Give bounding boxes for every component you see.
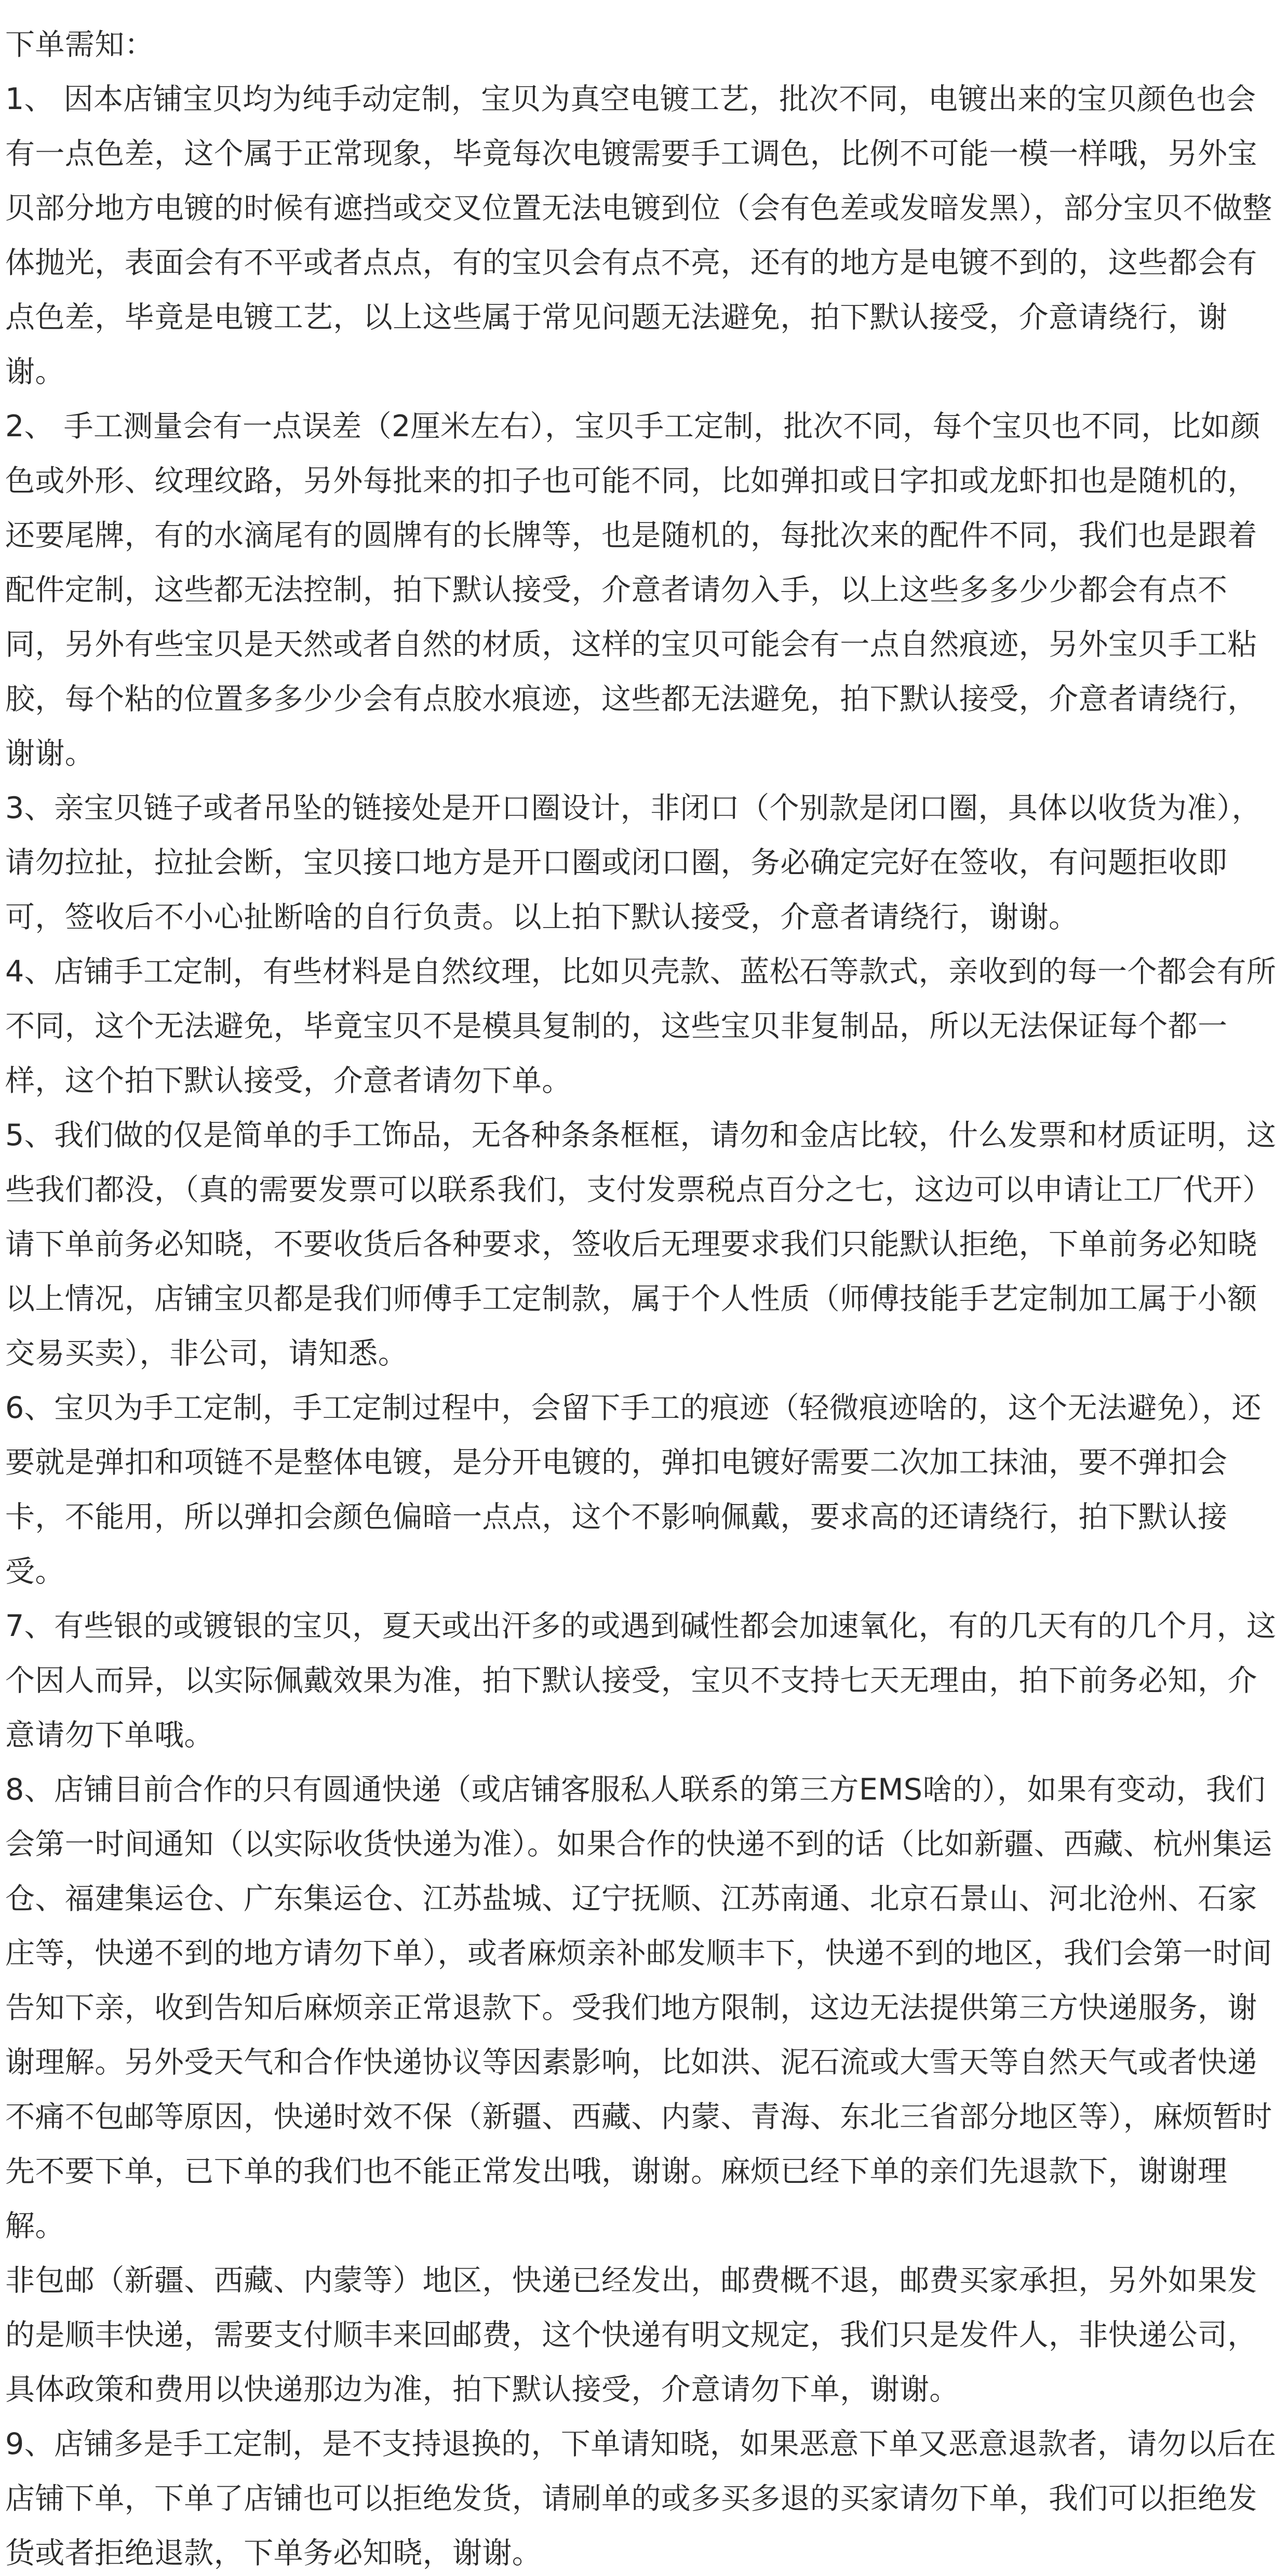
notice-item-2: 2、 手工测量会有一点误差（2厘米左右），宝贝手工定制，批次不同，每个宝贝也不同，比如颜色或外形、纹理纹路，另外每批来的扣子也可能不同，比如弹扣或日字扣或龙虾扣也是随机的，还要尾牌，有的水滴尾有的圆牌有的长牌等，也是随机的，每批次来的配件不同，我们也是跟着配件定制，这些都无法控制，拍下默认接受，介意者请勿入手，以上这些多多少少都会有点不同，另外有些宝贝是天然或者自然的材质，这样的宝贝可能会有一点自然痕迹，另外宝贝手工粘胶，每个粘的位置多多少少会有点胶水痕迹，这些都无法避免，拍下默认接受，介意者请绕行，谢谢。 [5,409,1260,771]
notice-item-4: 4、店铺手工定制，有些材料是自然纹理，比如贝壳款、蓝松石等款式，亲收到的每一个都会有所不同，这个无法避免，毕竟宝贝不是模具复制的，这些宝贝非复制品，所以无法保证每个都一样，这个拍下默认接受，介意者请勿下单。 [5,955,1277,1098]
document-title: 下单需知： [5,28,154,62]
notice-item-8: 8、店铺目前合作的只有圆通快递（或店铺客服私人联系的第三方EMS啥的），如果有变动，我们会第一时间通知（以实际收货快递为准）。如果合作的快递不到的话（比如新疆、西藏、杭州集运仓、福建集运仓、广东集运仓、江苏盐城、辽宁抚顺、江苏南通、北京石景山、河北沧州、石家庄等，快递不到的地方请勿下单），或者麻烦亲补邮发顺丰下，快递不到的地区，我们会第一时间告知下亲，收到告知后麻烦亲正常退款下。受我们地方限制，这边无法提供第三方快递服务，谢谢理解。另外受天气和合作快递协议等因素影响，比如洪、泥石流或大雪天等自然天气或者快递不痛不包邮等原因，快递时效不保（新疆、西藏、内蒙、青海、东北三省部分地区等），麻烦暂时先不要下单，已下单的我们也不能正常发出哦，谢谢。麻烦已经下单的亲们先退款下，谢谢理解。 [5,1773,1272,2243]
notice-item-1: 1、 因本店铺宝贝均为纯手动定制，宝贝为真空电镀工艺，批次不同，电镀出来的宝贝颜色也会有一点色差，这个属于正常现象，毕竟每次电镀需要手工调色，比例不可能一模一样哦，另外宝贝部分地方电镀的时候有遮挡或交叉位置无法电镀到位（会有色差或发暗发黑），部分宝贝不做整体抛光，表面会有不平或者点点，有的宝贝会有点不亮，还有的地方是电镀不到的，这些都会有点色差，毕竟是电镀工艺，以上这些属于常见问题无法避免，拍下默认接受，介意请绕行，谢谢。 [5,82,1272,389]
notice-item-6: 6、宝贝为手工定制，手工定制过程中，会留下手工的痕迹（轻微痕迹啥的，这个无法避免），还要就是弹扣和项链不是整体电镀，是分开电镀的，弹扣电镀好需要二次加工抹油，要不弹扣会卡，不能用，所以弹扣会颜色偏暗一点点，这个不影响佩戴，要求高的还请绕行，拍下默认接受。 [5,1391,1262,1589]
notice-item-3: 3、亲宝贝链子或者吊坠的链接处是开口圈设计，非闭口（个别款是闭口圈，具体以收货为准），请勿拉扯，拉扯会断，宝贝接口地方是开口圈或闭口圈，务必确定完好在签收，有问题拒收即可，签收后不小心扯断啥的自行负责。以上拍下默认接受，介意者请绕行，谢谢。 [5,791,1262,934]
notice-item-9: 9、店铺多是手工定制，是不支持退换的，下单请知晓，如果恶意下单又恶意退款者，请勿以后在店铺下单，下单了店铺也可以拒绝发货，请刷单的或多买多退的买家请勿下单，我们可以拒绝发货或者拒绝退款，下单务必知晓，谢谢。 [5,2427,1277,2570]
notice-item-7: 7、有些银的或镀银的宝贝，夏天或出汗多的或遇到碱性都会加速氧化，有的几天有的几个月，这个因人而异，以实际佩戴效果为准，拍下默认接受，宝贝不支持七天无理由，拍下前务必知，介意请勿下单哦。 [5,1609,1277,1752]
notice-item-8-shipping-note: 非包邮（新疆、西藏、内蒙等）地区，快递已经发出，邮费概不退，邮费买家承担，另外如果发的是顺丰快递，需要支付顺丰来回邮费，这个快递有明文规定，我们只是发件人，非快递公司，具体政策和费用以快递那边为准，拍下默认接受，介意请勿下单，谢谢。 [5,2263,1257,2407]
notice-item-5: 5、我们做的仅是简单的手工饰品，无各种条条框框，请勿和金店比较，什么发票和材质证明，这些我们都没，（真的需要发票可以联系我们，支付发票税点百分之七，这边可以申请让工厂代开）请下单前务必知晓，不要收货后各种要求，签收后无理要求我们只能默认拒绝，下单前务必知晓以上情况，店铺宝贝都是我们师傅手工定制款，属于个人性质（师傅技能手艺定制加工属于小额交易买卖），非公司，请知悉。 [5,1118,1277,1371]
